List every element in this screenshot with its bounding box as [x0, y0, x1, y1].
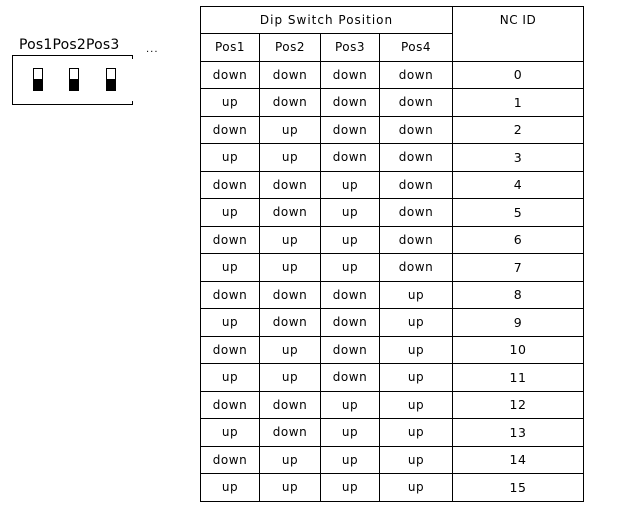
switch-state-cell: up	[260, 474, 321, 502]
switch-state-cell: up	[201, 89, 260, 117]
switch-state-cell: up	[260, 144, 321, 172]
table-row	[201, 419, 584, 447]
nc-id-cell: 14	[453, 446, 584, 474]
switch-state-cell: down	[380, 226, 453, 254]
switch-state-cell: up	[380, 336, 453, 364]
switch-state-cell: down	[380, 171, 453, 199]
switch-state-cell: up	[260, 336, 321, 364]
group-header: Dip Switch Position	[201, 7, 453, 34]
dip-switch-diagram	[12, 55, 132, 105]
switch-state-cell: down	[321, 144, 380, 172]
switch-state-cell: down	[201, 226, 260, 254]
nc-id-cell: 1	[453, 89, 584, 117]
nc-id-cell: 3	[453, 144, 584, 172]
table-row	[201, 254, 584, 282]
switch-state-cell: up	[201, 199, 260, 227]
table-row	[201, 144, 584, 172]
switch-state-cell: down	[380, 116, 453, 144]
switch-state-cell: up	[380, 474, 453, 502]
switch-state-cell: up	[321, 391, 380, 419]
nc-id-cell: 10	[453, 336, 584, 364]
switch-state-cell: up	[321, 171, 380, 199]
switch-pos1	[33, 68, 43, 91]
switch-state-cell: down	[260, 281, 321, 309]
switch-state-cell: down	[260, 391, 321, 419]
table-row	[201, 226, 584, 254]
switch-state-cell: down	[380, 254, 453, 282]
nc-id-cell: 15	[453, 474, 584, 502]
switch-state-cell: up	[201, 419, 260, 447]
switch-diagram-ellipsis: ...	[146, 44, 159, 55]
nc-id-header: NC ID	[453, 7, 584, 62]
nc-id-cell: 9	[453, 309, 584, 337]
switch-state-cell: up	[380, 419, 453, 447]
switch-state-cell: down	[260, 419, 321, 447]
switch-state-cell: up	[201, 309, 260, 337]
table-row	[201, 391, 584, 419]
switch-state-cell: up	[260, 254, 321, 282]
switch-state-cell: down	[380, 199, 453, 227]
switch-state-cell: down	[201, 61, 260, 89]
switch-state-cell: up	[321, 419, 380, 447]
column-header: Pos4	[380, 34, 453, 62]
switch-state-cell: down	[201, 116, 260, 144]
switch-state-cell: up	[321, 446, 380, 474]
table-row	[201, 281, 584, 309]
switch-state-cell: up	[321, 199, 380, 227]
switch-state-cell: up	[321, 226, 380, 254]
switch-state-cell: down	[380, 144, 453, 172]
nc-id-cell: 0	[453, 61, 584, 89]
table-row	[201, 309, 584, 337]
table-row	[201, 171, 584, 199]
switch-state-cell: down	[380, 61, 453, 89]
switch-state-cell: down	[321, 309, 380, 337]
switch-state-cell: down	[321, 281, 380, 309]
switch-state-cell: down	[201, 281, 260, 309]
switch-state-cell: up	[260, 226, 321, 254]
switch-state-cell: up	[380, 446, 453, 474]
switch-state-cell: down	[201, 336, 260, 364]
switch-pos3	[106, 68, 116, 91]
switch-state-cell: up	[321, 254, 380, 282]
switch-state-cell: down	[201, 171, 260, 199]
switch-diagram-labels: Pos1Pos2Pos3	[19, 37, 120, 53]
dip-switch-table	[200, 6, 584, 502]
switch-state-cell: up	[380, 391, 453, 419]
switch-state-cell: down	[321, 336, 380, 364]
table-row	[201, 474, 584, 502]
column-header: Pos3	[321, 34, 380, 62]
switch-state-cell: up	[201, 144, 260, 172]
switch-state-cell: down	[201, 446, 260, 474]
table-row	[201, 116, 584, 144]
switch-state-cell: down	[321, 61, 380, 89]
switch-state-cell: down	[260, 199, 321, 227]
switch-state-cell: up	[321, 474, 380, 502]
nc-id-cell: 2	[453, 116, 584, 144]
table-row	[201, 446, 584, 474]
nc-id-cell: 11	[453, 364, 584, 392]
nc-id-cell: 7	[453, 254, 584, 282]
switch-state-cell: down	[321, 364, 380, 392]
switch-state-cell: down	[321, 89, 380, 117]
switch-state-cell: down	[260, 89, 321, 117]
switch-state-cell: down	[321, 116, 380, 144]
switch-pos2	[69, 68, 79, 91]
switch-state-cell: up	[380, 281, 453, 309]
nc-id-cell: 4	[453, 171, 584, 199]
switch-state-cell: up	[260, 364, 321, 392]
switch-state-cell: up	[201, 474, 260, 502]
switch-state-cell: up	[201, 364, 260, 392]
switch-state-cell: down	[260, 61, 321, 89]
nc-id-cell: 8	[453, 281, 584, 309]
column-header: Pos2	[260, 34, 321, 62]
switch-state-cell: up	[380, 364, 453, 392]
switch-state-cell: down	[380, 89, 453, 117]
switch-state-cell: down	[260, 171, 321, 199]
table-row	[201, 199, 584, 227]
table-row	[201, 336, 584, 364]
table-row	[201, 61, 584, 89]
switch-state-cell: up	[380, 309, 453, 337]
column-header: Pos1	[201, 34, 260, 62]
nc-id-cell: 13	[453, 419, 584, 447]
switch-state-cell: down	[260, 309, 321, 337]
switch-state-cell: down	[201, 391, 260, 419]
nc-id-cell: 6	[453, 226, 584, 254]
switch-state-cell: up	[260, 116, 321, 144]
table-body	[201, 61, 584, 501]
nc-id-cell: 5	[453, 199, 584, 227]
table-row	[201, 364, 584, 392]
nc-id-cell: 12	[453, 391, 584, 419]
switch-state-cell: up	[260, 446, 321, 474]
table-row	[201, 89, 584, 117]
switch-state-cell: up	[201, 254, 260, 282]
